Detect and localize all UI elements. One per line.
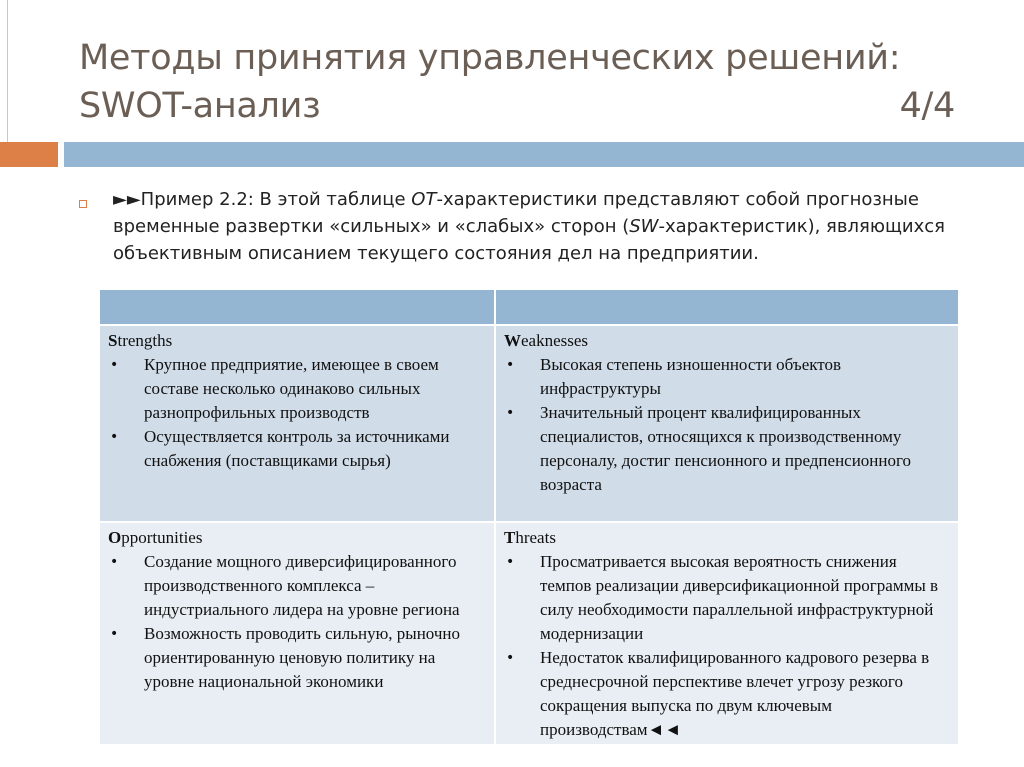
table-header-row [99,289,959,325]
opportunities-title: Opportunities [108,528,203,547]
intro-prefix: ►►Пример 2.2: В этой таблице [113,189,412,210]
threats-list [504,550,950,742]
weaknesses-cell [495,325,959,522]
page-counter: 4/4 [899,86,955,126]
threats-cell [495,522,959,745]
square-bullet-icon [79,200,87,208]
threats-title: Threats [504,528,556,547]
table-row [99,522,959,745]
accent-bar-orange [0,142,58,167]
title-line-1: Методы принятия управленческих решений: [79,38,901,78]
intro-ot: ОТ [411,189,437,210]
header-cell-left [99,289,495,325]
table-row [99,325,959,522]
strengths-title: Strengths [108,331,173,350]
list-item: • Осуществляется контроль за источниками снабжения (поставщиками сырья) [108,425,486,473]
intro-paragraph [113,186,993,267]
list-item: • Создание мощного диверсифицированного производственного комплекса – индустриального лидера на уровне региона [108,550,486,622]
strengths-cell [99,325,495,522]
weaknesses-title: Weaknesses [504,331,589,350]
opportunities-cell [99,522,495,745]
intro-sw: SW [629,216,659,237]
intro-middle: -характеристики представляют собой прогнозные временные развертки «сильных» и «слабых» сторон ( [113,189,919,237]
header-cell-right [495,289,959,325]
opportunities-list [108,550,486,694]
weaknesses-list [504,353,950,497]
accent-bar-blue [64,142,1024,167]
slide-left-rule [0,0,8,142]
intro-suffix: -характеристик), являющихся объективным описанием текущего состояния дел на предприятии. [113,216,946,264]
slide-title [79,34,979,130]
list-item: • Возможность проводить сильную, рыночно ориентированную ценовую политику на уровне национальной экономики [108,622,486,694]
swot-table [98,288,960,746]
list-item: • Крупное предприятие, имеющее в своем составе несколько одинаково сильных разнопрофильных производств [108,353,486,425]
list-item: • Просматривается высокая вероятность снижения темпов реализации диверсификационной программы в силу необходимости параллельной инфраструктурной модернизации [504,550,950,646]
title-line-2: SWOT-анализ [79,86,321,126]
strengths-list [108,353,486,473]
list-item: • Высокая степень изношенности объектов инфраструктуры [504,353,950,401]
list-item: • Недостаток квалифицированного кадрового резерва в среднесрочной перспективе влечет угрозу резкого сокращения выпуска по двум ключевым производствам◄◄ [504,646,950,742]
list-item: • Значительный процент квалифицированных специалистов, относящихся к производственному персоналу, достиг пенсионного и предпенсионного возраста [504,401,950,497]
